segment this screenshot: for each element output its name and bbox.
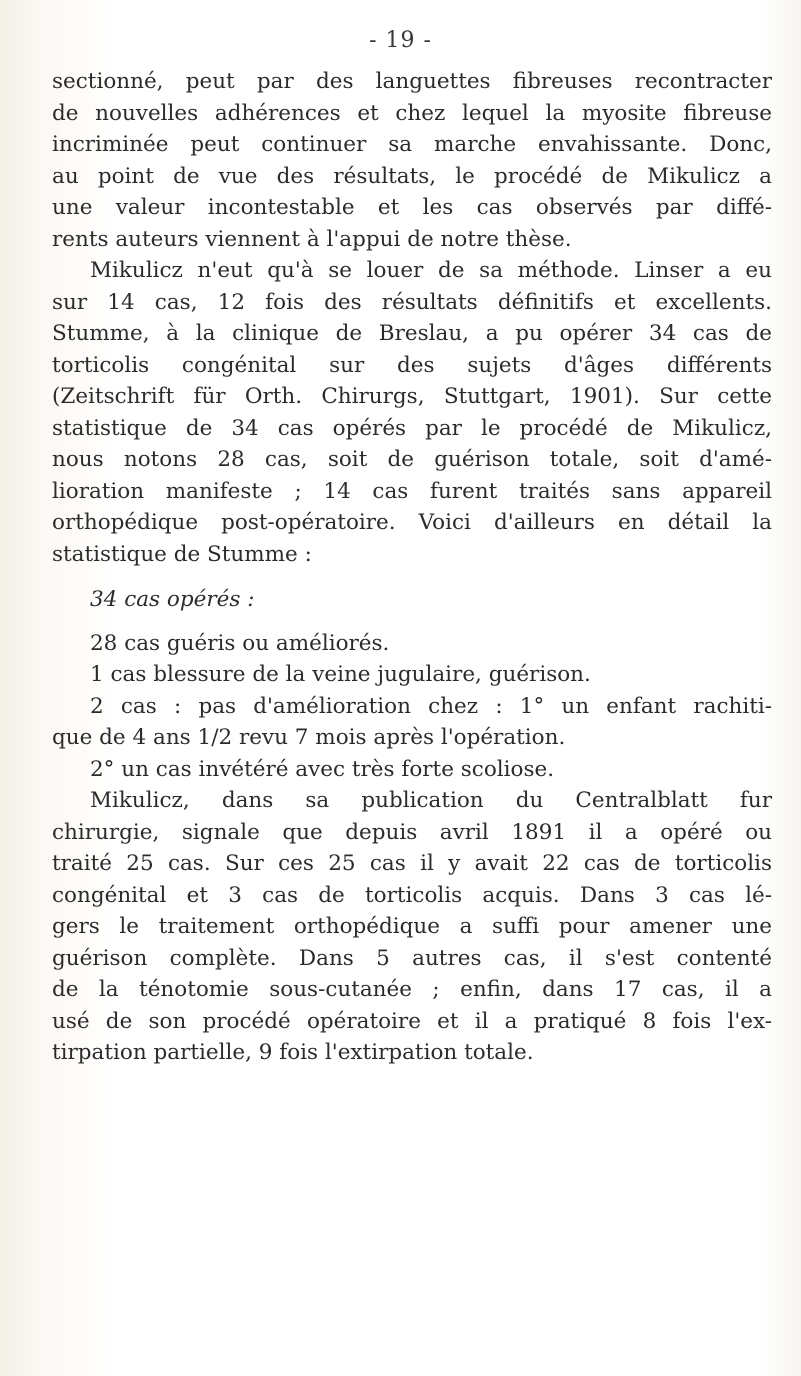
- text-line: traité 25 cas. Sur ces 25 cas il y avait 22 cas de torticolis: [52, 851, 772, 876]
- text-line: sur 14 cas, 12 fois des résultats définitifs et excellents.: [52, 289, 772, 315]
- paragraph-2: [52, 255, 772, 570]
- text-line: congénital et 3 cas de torticolis acquis. Dans 3 cas lé-: [52, 882, 772, 908]
- text-line: guérison complète. Dans 5 autres cas, il s'est contenté: [52, 945, 772, 971]
- list-item: que de 4 ans 1/2 revu 7 mois après l'opération.: [52, 725, 566, 750]
- text-line: au point de vue des résultats, le procédé de Mikulicz a: [52, 163, 772, 189]
- text-line: (Zeitschrift für Orth. Chirurgs, Stuttgart, 1901). Sur cette: [52, 384, 772, 409]
- list-item: 2° un cas invétéré avec très forte scoliose.: [90, 756, 555, 782]
- text-line: Mikulicz, dans sa publication du Centralblatt fur: [90, 788, 772, 813]
- text-line: une valeur incontestable et les cas observés par diffé-: [52, 195, 772, 220]
- list-item: 2 cas : pas d'amélioration chez : 1° un enfant rachiti-: [90, 693, 772, 719]
- text-line: de nouvelles adhérences et chez lequel la myosite fibreuse: [52, 100, 772, 126]
- text-line: chirurgie, signale que depuis avril 1891 il a opéré ou: [52, 819, 772, 845]
- list-item: 1 cas blessure de la veine jugulaire, guérison.: [90, 662, 591, 687]
- text-line: sectionné, peut par des languettes fibreuses recontracter: [52, 69, 772, 94]
- text-line: orthopédique post-opératoire. Voici d'ailleurs en détail la: [52, 510, 772, 535]
- text-line: torticolis congénital sur des sujets d'âges différents: [52, 352, 772, 378]
- paragraph-1: [52, 66, 772, 255]
- text-line: de la ténotomie sous-cutanée ; enfin, dans 17 cas, il a: [52, 977, 772, 1002]
- text-line: Stumme, à la clinique de Breslau, a pu opérer 34 cas de: [52, 321, 772, 346]
- text-line: usé de son procédé opératoire et il a pratiqué 8 fois l'ex-: [52, 1008, 772, 1034]
- text-line: statistique de Stumme :: [52, 541, 312, 567]
- text-line: lioration manifeste ; 14 cas furent traités sans appareil: [52, 478, 772, 504]
- text-line: rents auteurs viennent à l'appui de notre thèse.: [52, 226, 572, 252]
- page-text: [52, 66, 772, 1069]
- text-line: statistique de 34 cas opérés par le procédé de Mikulicz,: [52, 415, 772, 441]
- section-heading: 34 cas opérés :: [90, 587, 255, 612]
- text-line: tirpation partielle, 9 fois l'extirpation totale.: [52, 1040, 534, 1065]
- statistics-list: [52, 628, 772, 786]
- list-item: 28 cas guéris ou améliorés.: [90, 630, 390, 656]
- text-line: nous notons 28 cas, soit de guérison totale, soit d'amé-: [52, 447, 772, 472]
- page-number: - 19 -: [369, 28, 432, 53]
- paragraph-3: [52, 785, 772, 1069]
- text-line: incriminée peut continuer sa marche envahissante. Donc,: [52, 132, 772, 157]
- text-line: Mikulicz n'eut qu'à se louer de sa méthode. Linser a eu: [90, 258, 772, 283]
- text-line: gers le traitement orthopédique a suffi pour amener une: [52, 914, 772, 939]
